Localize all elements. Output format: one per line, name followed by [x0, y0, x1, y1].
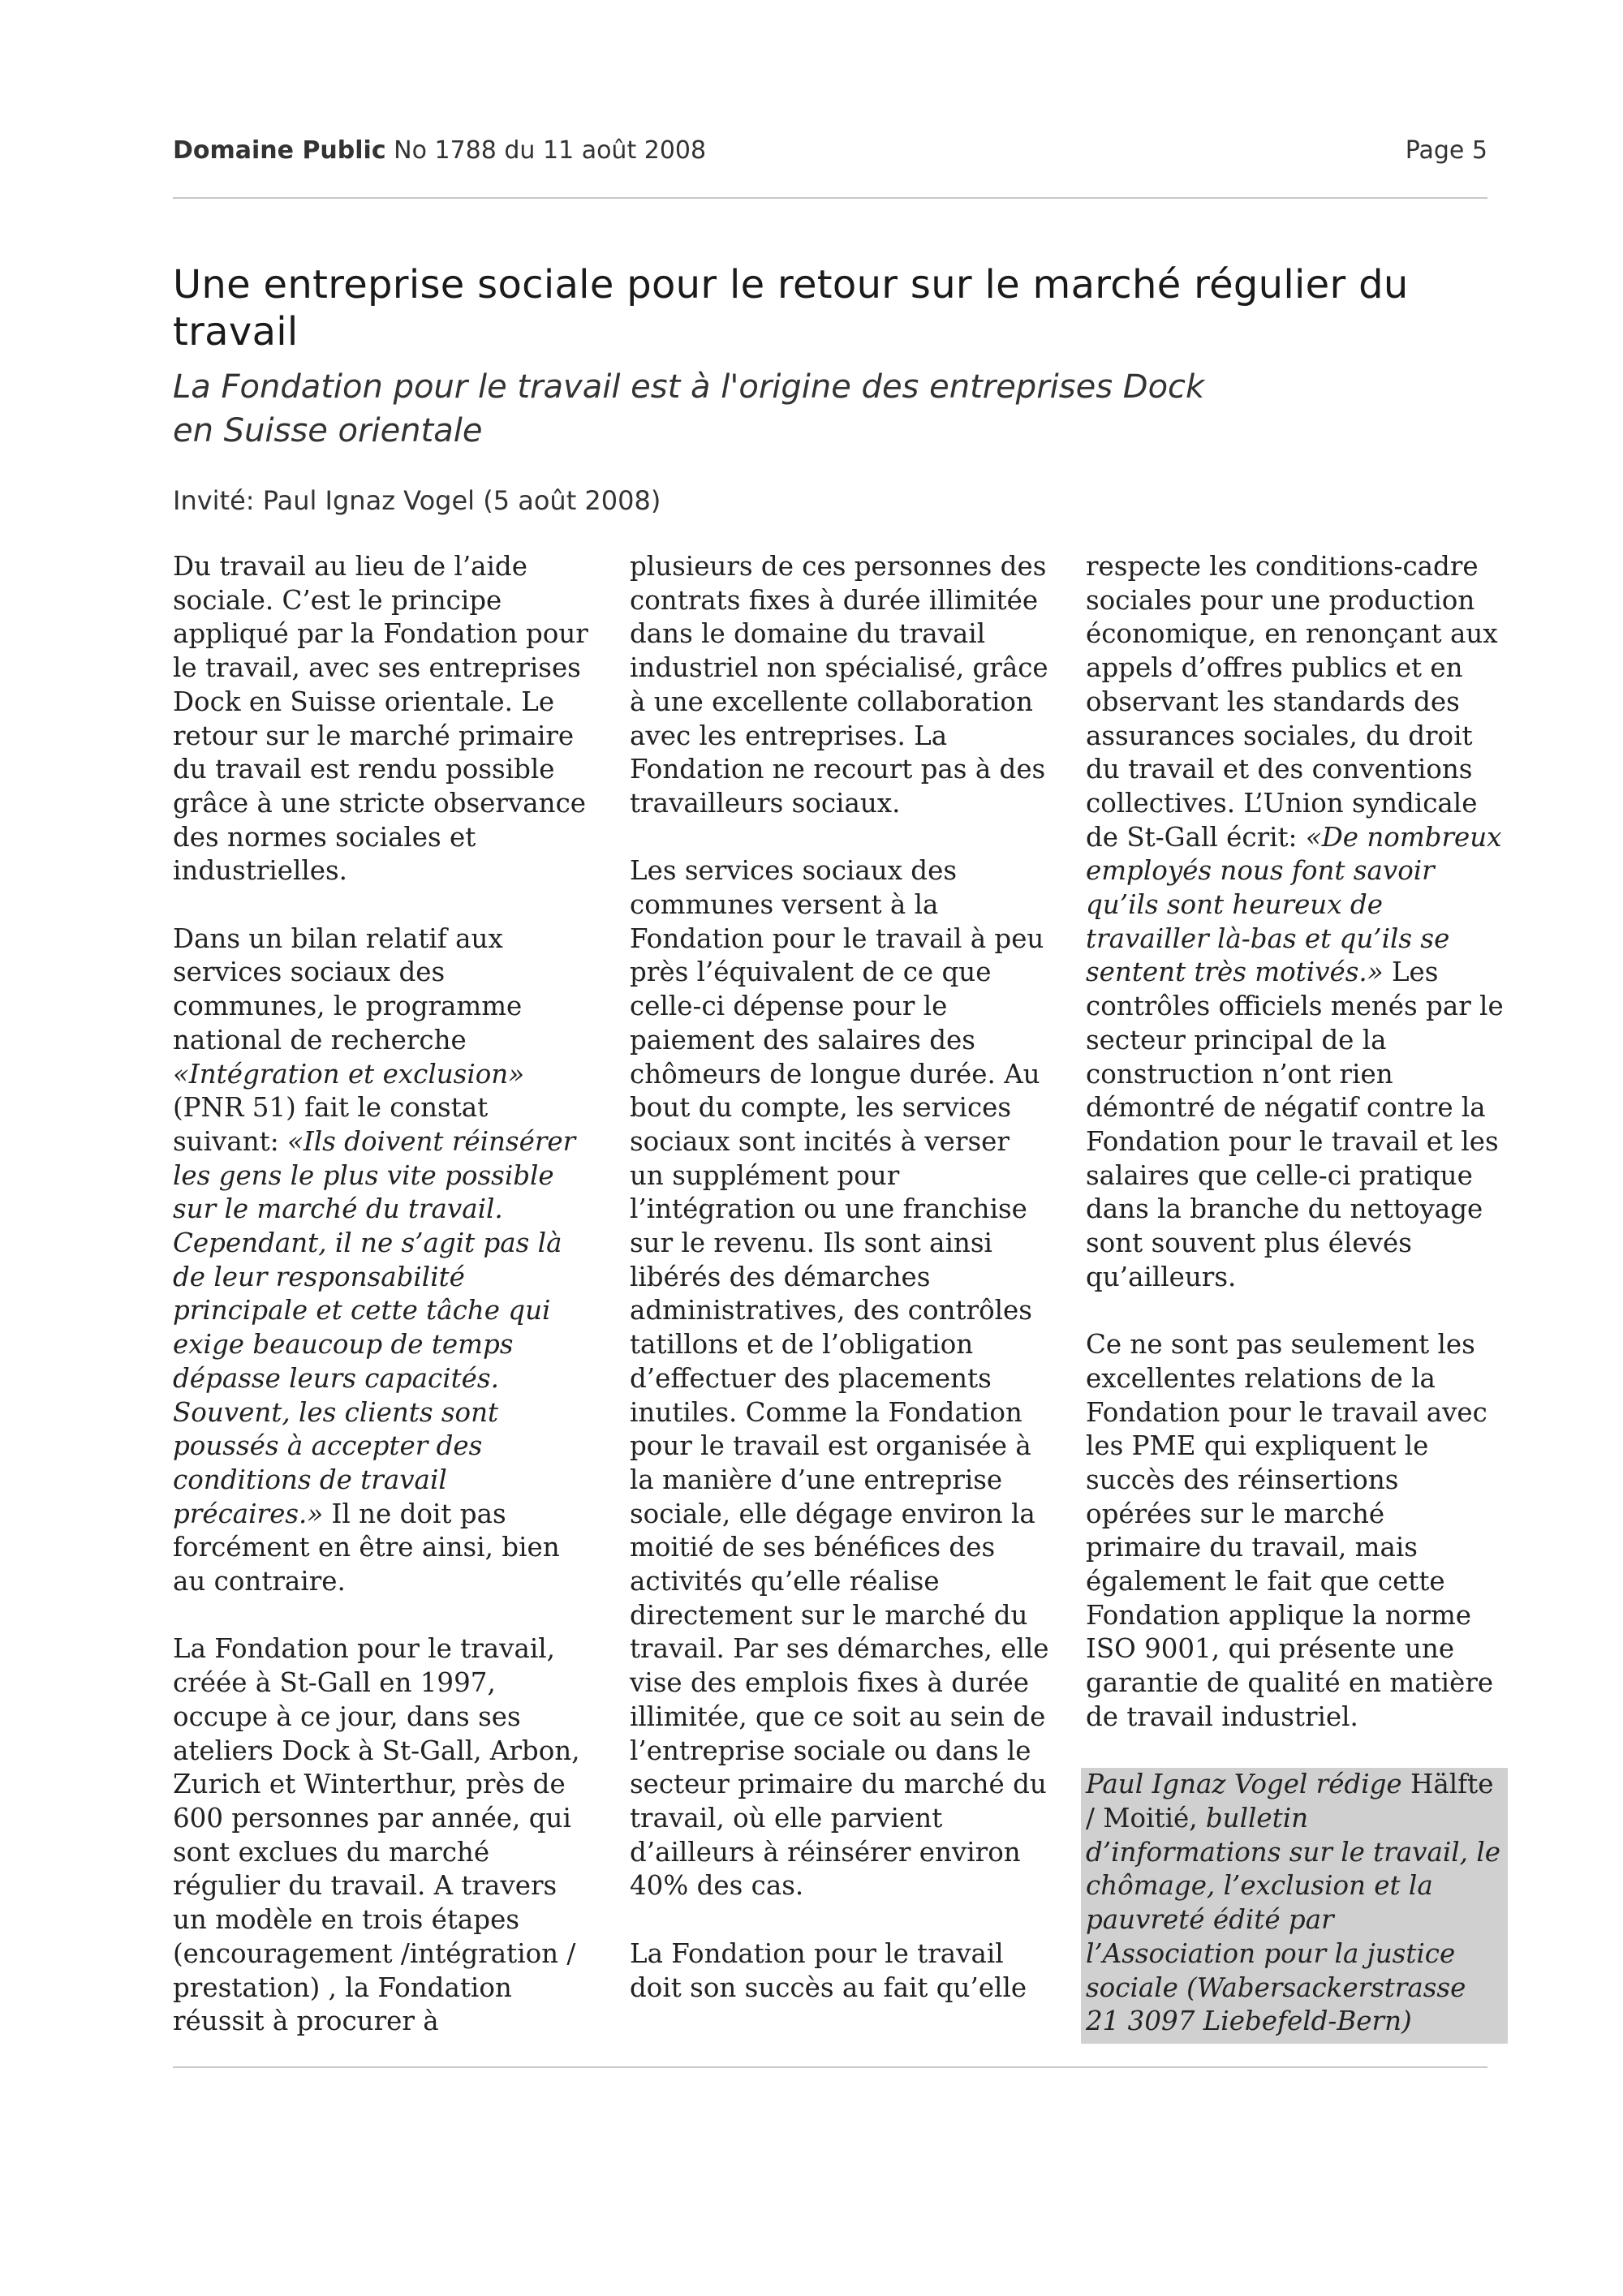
paragraph [1086, 550, 1508, 1294]
text-run: Les contrôles officiels menés par le secteur principal de la construction n’ont rien démontré de négatif contre la Fondation pour le travail et les salaires que celle-ci pratique dans la branche du nettoyage sont souvent plus élevés qu’ailleurs. [1086, 957, 1504, 1292]
text-run: (PNR 51) fait le constat suivant: [173, 1092, 489, 1157]
subtitle-line-1: La Fondation pour le travail est à l'origine des entreprises Dock [173, 368, 1205, 406]
italic-run: bulletin d’informations sur le travail, le chômage, l’exclusion et la pauvreté édité par l’Association pour la justice sociale (Wabersackerstrasse 21 3097 Liebefeld-Bern) [1086, 1802, 1500, 2037]
article-title: Une entreprise sociale pour le retour sur le marché régulier du travail [173, 262, 1409, 355]
paragraph: Du travail au lieu de l’aide sociale. C’est le principe appliqué par la Fondation pour le travail, avec ses entreprises Dock en Suisse orientale. Le retour sur le marché primaire du travail est rendu possible grâce à une stricte observance des normes sociales et industrielles. [173, 551, 588, 887]
column-3 [1086, 550, 1508, 2078]
article-subtitle [173, 365, 1309, 453]
paragraph: La Fondation pour le travail doit son succès au fait qu’elle [630, 1937, 1027, 2003]
quote: «Ils doivent réinsérer les gens le plus vite possible sur le marché du travail. Cependant, il ne s’agit pas là de leur responsabilité principale et cette tâche qui exige beaucoup de temps dépasse leurs capacités. Souvent, les clients sont poussés à accepter des conditions de travail précaires.» [173, 1125, 576, 1529]
italic-run: Paul Ignaz Vogel rédige [1086, 1769, 1402, 1800]
text-run: Hälfte / Moitié, [1086, 1769, 1494, 1834]
paragraph: Les services sociaux des communes versent à la Fondation pour le travail à peu près l’équivalent de ce que celle-ci dépense pour le paiement des salaires des chômeurs de longue durée. Au bout du compte, les services sociaux sont incités à verser un supplément pour l’intégration ou une franchise sur le revenu. Ils sont ainsi libérés des démarches administratives, des contrôles tatillons et de l’obligation d’effectuer des placements inutiles. Comme la Fondation pour le travail est organisée à la manière d’une entreprise sociale, elle dégage environ la moitié de ses bénéfices des activités qu’elle réalise directement sur le marché du travail. Par ses démarches, elle vise des emplois fixes à durée illimitée, que ce soit au sein de l’entreprise sociale ou dans le secteur primaire du marché du travail, où elle parvient d’ailleurs à réinsérer environ 40% des cas. [630, 855, 1049, 1902]
issue-info: No 1788 du 11 août 2008 [394, 136, 707, 165]
header-divider [173, 197, 1487, 199]
text-run: Il ne doit pas forcément en être ainsi, bien au contraire. [173, 1498, 560, 1597]
column-1 [173, 550, 595, 2073]
page-number: Page 5 [1405, 136, 1487, 165]
text-run: respecte les conditions-cadre sociales pour une production économique, en renonçant aux appels d’offres publics et en observant les standards des assurances sociales, du droit du travail et des conventions collectives. L’Union syndicale de St-Gall écrit: [1086, 551, 1498, 853]
quote: «De nombreux employés nous font savoir qu’ils sont heureux de travailler là-bas et qu’ils se sentent très motivés.» [1086, 821, 1502, 988]
column-2 [630, 550, 1052, 2039]
publication-name: Domaine Public [173, 136, 386, 165]
paragraph: La Fondation pour le travail, créée à St-Gall en 1997, occupe à ce jour, dans ses ateliers Dock à St-Gall, Arbon, Zurich et Winterthur, près de 600 personnes par année, qui sont exclues du marché régulier du travail. A travers un modèle en trois étapes (encouragement /intégration / prestation) , la Fondation réussit à procurer à [173, 1633, 580, 2037]
text-run: Dans un bilan relatif aux services sociaux des communes, le programme national de recherche [173, 922, 523, 1056]
paragraph: Ce ne sont pas seulement les excellentes relations de la Fondation pour le travail avec les PME qui expliquent le succès des réinsertions opérées sur le marché primaire du travail, mais également le fait que cette Fondation applique la norme ISO 9001, qui présente une garantie de qualité en matière de travail industriel. [1086, 1329, 1494, 1732]
paragraph [173, 922, 595, 1599]
italic-run: «Intégration et exclusion» [173, 1058, 525, 1090]
subtitle-line-2: en Suisse orientale [173, 412, 483, 449]
author-bio-box [1081, 1768, 1508, 2044]
page-header [173, 136, 1487, 166]
byline: Invité: Paul Ignaz Vogel (5 août 2008) [173, 485, 661, 516]
paragraph: plusieurs de ces personnes des contrats fixes à durée illimitée dans le domaine du travail industriel non spécialisé, grâce à une excellente collaboration avec les entreprises. La Fondation ne recourt pas à des travailleurs sociaux. [630, 551, 1048, 819]
footer-divider [173, 2066, 1487, 2068]
